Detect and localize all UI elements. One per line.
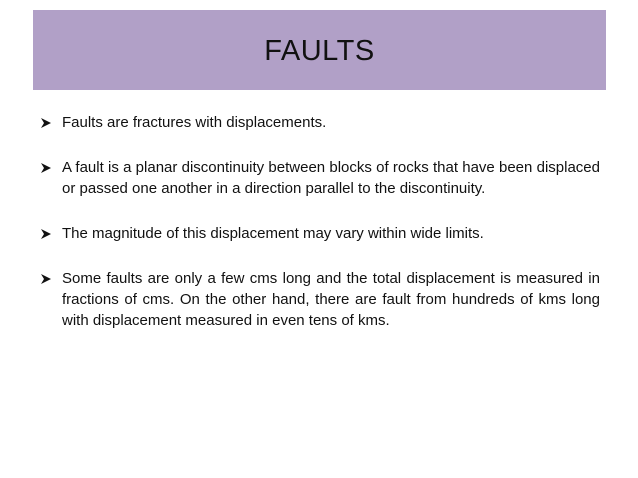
bullet-text: The magnitude of this displacement may vary within wide limits. [62, 225, 484, 242]
title-banner [33, 10, 606, 90]
bullet-item [40, 157, 600, 199]
arrowhead-bullet-icon [40, 228, 52, 240]
arrowhead-bullet-icon [40, 117, 52, 129]
arrowhead-bullet-icon [40, 273, 52, 285]
bullet-text: Faults are fractures with displacements. [62, 114, 327, 131]
bullet-text: Some faults are only a few cms long and the total displacement is measured in fractions of cms. On the other hand, there are fault from hundreds of kms long with displacement measured in even tens of kms. [62, 270, 600, 329]
bullet-text: A fault is a planar discontinuity between blocks of rocks that have been displaced or passed one another in a direction parallel to the discontinuity. [62, 159, 600, 197]
bullet-item [40, 112, 600, 133]
bullet-item [40, 223, 600, 244]
bullet-item [40, 268, 600, 331]
arrowhead-bullet-icon [40, 162, 52, 174]
bullet-list [40, 112, 600, 355]
slide-title: FAULTS [264, 34, 375, 67]
